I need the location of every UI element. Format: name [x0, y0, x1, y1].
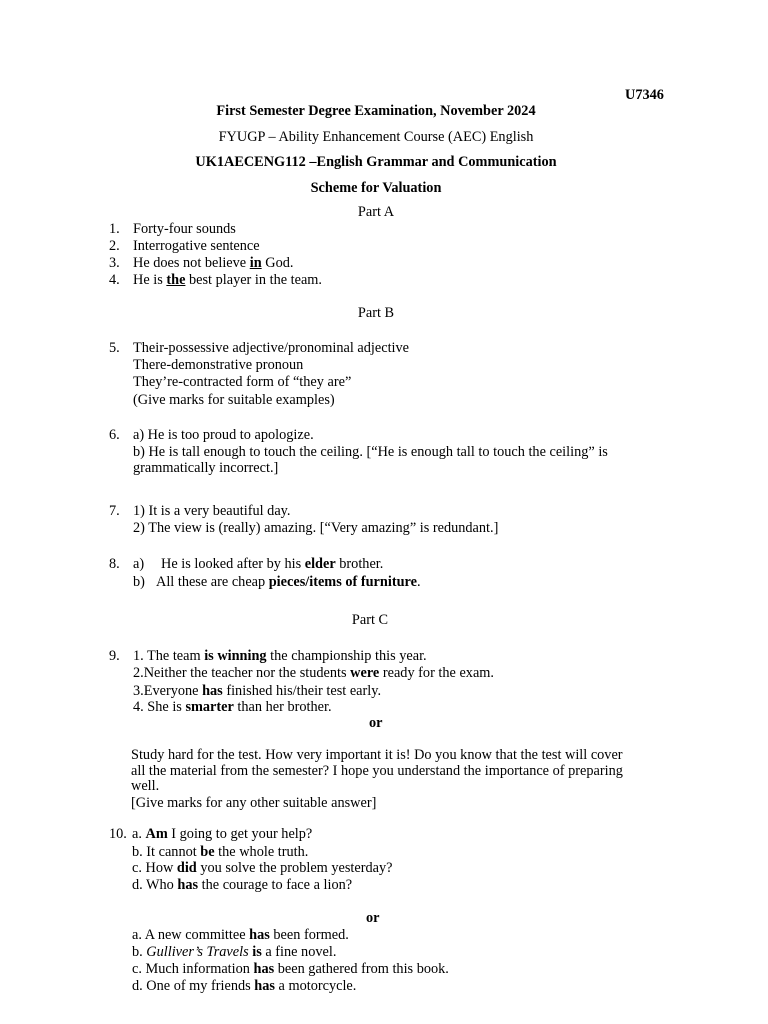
answer-key: smarter — [185, 699, 234, 715]
list-item: He is the best player in the team. — [133, 272, 322, 288]
list-item: He does not believe in God. — [133, 255, 294, 271]
answer-line: 4. She is smarter than her brother. — [133, 699, 332, 715]
answer-line: There-demonstrative pronoun — [133, 357, 304, 373]
answer-key: be — [200, 844, 215, 860]
answer-line: b) He is tall enough to touch the ceiling. [“He is enough tall to touch the ceiling” is — [133, 444, 608, 460]
part-a-heading: Part A — [357, 204, 395, 220]
answer-line: He is looked after by his elder brother. — [161, 556, 384, 572]
or-separator: or — [366, 910, 380, 926]
book-title: Gulliver’s Travels — [146, 944, 249, 960]
answer-line: All these are cheap pieces/items of furniture. — [156, 574, 421, 590]
question-number: 5. — [109, 340, 120, 356]
paper-name: UK1AECENG112 –English Grammar and Communication — [195, 154, 557, 170]
list-item-number: 4. — [109, 272, 120, 288]
answer-line: Their-possessive adjective/pronominal adjective — [133, 340, 410, 356]
answer-key: elder — [304, 556, 336, 572]
or-separator: or — [369, 715, 383, 731]
question-number: 6. — [109, 427, 120, 443]
answer-key: the — [166, 272, 186, 288]
answer-line: 1) It is a very beautiful day. — [133, 503, 291, 519]
answer-paragraph-line: all the material from the semester? I hope you understand the importance of preparing — [131, 763, 623, 779]
part-b-heading: Part B — [357, 305, 395, 321]
answer-key: is — [252, 944, 262, 960]
question-number: 7. — [109, 503, 120, 519]
answer-note: (Give marks for suitable examples) — [133, 392, 335, 408]
answer-line: 2.Neither the teacher nor the students were ready for the exam. — [133, 665, 494, 681]
answer-line: a) He is too proud to apologize. — [133, 427, 314, 443]
answer-key: has — [253, 961, 275, 977]
answer-line: c. How did you solve the problem yesterday? — [132, 860, 393, 876]
list-item-number: 1. — [109, 221, 120, 237]
answer-line: a. A new committee has been formed. — [132, 927, 349, 943]
answer-paragraph-line: well. — [131, 778, 160, 794]
answer-key: is winning — [204, 648, 267, 664]
answer-key: pieces/items of furniture — [268, 574, 417, 590]
answer-key: has — [254, 978, 275, 994]
answer-line: b. Gulliver’s Travels is a fine novel. — [132, 944, 337, 960]
answer-key: has — [249, 927, 270, 943]
answer-line: 3.Everyone has finished his/their test early. — [133, 683, 382, 699]
answer-line: c. Much information has been gathered from this book. — [132, 961, 449, 977]
answer-key: has — [202, 683, 223, 699]
list-item-number: 2. — [109, 238, 120, 254]
answer-line: grammatically incorrect.] — [133, 460, 279, 476]
answer-note: [Give marks for any other suitable answer] — [131, 795, 377, 811]
answer-key: were — [350, 665, 380, 681]
list-item-number: 3. — [109, 255, 120, 271]
answer-key: in — [249, 255, 262, 271]
answer-key: did — [176, 860, 197, 876]
answer-line: 1. The team is winning the championship this year. — [133, 648, 427, 664]
paper-code: U7346 — [625, 87, 664, 103]
part-c-heading: Part C — [351, 612, 389, 628]
answer-paragraph-line: Study hard for the test. How very important it is! Do you know that the test will cover — [131, 747, 623, 763]
scheme-title: Scheme for Valuation — [310, 180, 442, 196]
answer-label: a) — [133, 556, 145, 572]
course-name: FYUGP – Ability Enhancement Course (AEC) English — [218, 129, 534, 145]
answer-key: Am — [145, 826, 168, 842]
answer-line: 2) The view is (really) amazing. [“Very amazing” is redundant.] — [133, 520, 499, 536]
answer-line: d. One of my friends has a motorcycle. — [132, 978, 357, 994]
answer-label: b) — [133, 574, 145, 590]
list-item: Forty-four sounds — [133, 221, 236, 237]
question-number: 8. — [109, 556, 120, 572]
answer-line: b. It cannot be the whole truth. — [132, 844, 309, 860]
question-number: 10. — [109, 826, 127, 842]
answer-line: a. Am I going to get your help? — [132, 826, 313, 842]
question-number: 9. — [109, 648, 120, 664]
answer-key: has — [177, 877, 199, 893]
answer-line: d. Who has the courage to face a lion? — [132, 877, 353, 893]
list-item: Interrogative sentence — [133, 238, 260, 254]
answer-line: They’re-contracted form of “they are” — [133, 374, 352, 390]
exam-title: First Semester Degree Examination, November 2024 — [216, 103, 536, 119]
